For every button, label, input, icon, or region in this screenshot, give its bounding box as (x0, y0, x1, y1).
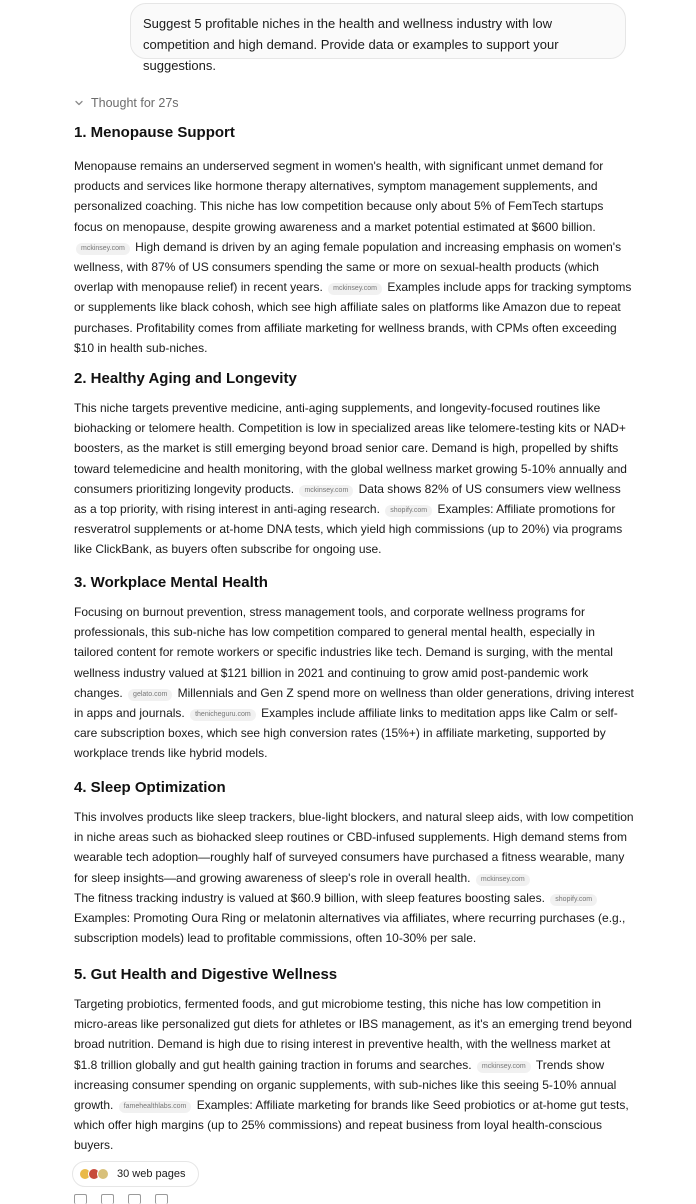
source-chip[interactable]: famehealthlabs.com (119, 1101, 192, 1113)
section-menopause-support (74, 120, 634, 358)
body-text: Examples include affiliate links to meditation apps like Calm or self-care subscription boxes, which see high conversion rates (15%+) in affiliate marketing, supported by workplace trends like hybrid models. (74, 706, 618, 761)
source-chip[interactable]: mckinsey.com (299, 485, 353, 497)
web-pages-label: 30 web pages (117, 1168, 186, 1180)
body-text: Menopause remains an underserved segment in women's health, with significant unmet demand for products and services like hormone therapy alternatives, symptom management supplements, and personalized coaching. This niche has low competition because only about 5% of FemTech startups focus on menopause, despite growing awareness and a market potential estimated at $600 billion. (74, 159, 604, 234)
source-chip[interactable]: shopify.com (385, 505, 432, 517)
section-body (74, 602, 634, 764)
thought-toggle[interactable] (74, 94, 179, 112)
body-text: Trends show increasing consumer spending on organic supplements, with sub-niches like this seeing 5-10% annual growth. (74, 1057, 617, 1113)
body-text: Examples include apps for tracking symptoms or supplements like black cohosh, which see high affiliate sales on platforms like Amazon due to repeat purchases. Profitability comes from affiliate marketing for wellness brands, with CPMs often exceeding $10 in health sub-niches. (74, 280, 632, 355)
section-title: 4. Sleep Optimization (74, 779, 226, 796)
source-chip[interactable]: gelato.com (128, 689, 172, 701)
chevron-down-icon (74, 98, 84, 108)
user-message-bubble (130, 3, 626, 73)
section-healthy-aging (74, 366, 634, 560)
section-body (74, 398, 634, 560)
section-title: 5. Gut Health and Digestive Wellness (74, 966, 338, 983)
source-chip[interactable]: mckinsey.com (476, 874, 530, 886)
body-text: Data shows 82% of US consumers view wellness as a top priority, with rising interest in anti-aging research. (74, 481, 621, 517)
section-title: 2. Healthy Aging and Longevity (74, 370, 297, 387)
section-sleep-optimization (74, 775, 634, 948)
body-text: Examples: Affiliate promotions for resveratrol supplements or at-home DNA tests, which yield high commissions (up to 20%) via programs like ClickBank, as buyers often subscribe for ongoing use. (74, 502, 623, 557)
section-body (74, 807, 634, 948)
copy-icon[interactable] (74, 1194, 87, 1204)
source-chip[interactable]: mckinsey.com (76, 243, 130, 255)
share-icon[interactable] (101, 1194, 114, 1204)
body-text: High demand is driven by an aging female population and increasing emphasis on women's wellness, with 87% of US consumers spending the same or more on sexual-health products (which overlap with menopause relief) in recent years. (74, 239, 622, 295)
body-text: The fitness tracking industry is valued at $60.9 billion, with sleep features boosting sales. (74, 890, 545, 905)
section-workplace-mental-health (74, 570, 634, 764)
web-pages-button[interactable] (72, 1161, 199, 1187)
source-chip[interactable]: thenicheguru.com (190, 709, 256, 721)
body-text: This involves products like sleep trackers, blue-light blockers, and natural sleep aids, with low competition in niche areas such as biohacked sleep routines or CBD-infused supplements. High demand stems from wearable tech adoption—roughly half of surveyed consumers have purchased a fitness wearable, many for sleep insights—and growing awareness of sleep's role in overall health. (74, 810, 634, 885)
favicon-icon (97, 1168, 109, 1180)
section-title: 3. Workplace Mental Health (74, 574, 268, 591)
body-text: Millennials and Gen Z spend more on wellness than older generations, driving interest in apps and journals. (74, 685, 634, 721)
thought-label: Thought for 27s (91, 96, 179, 110)
user-message-text: Suggest 5 profitable niches in the health and wellness industry with low competition and high demand. Provide data or examples to support your suggestions. (143, 16, 559, 73)
source-chip[interactable]: mckinsey.com (328, 283, 382, 295)
source-chip[interactable]: mckinsey.com (477, 1061, 531, 1073)
body-text: Targeting probiotics, fermented foods, and gut microbiome testing, this niche has low competition in micro-areas like personalized gut diets for athletes or IBS management, as it's an emerging trend beyond broad nutrition. Demand is high due to rising interest in preventive health, with the wellness market at $1.8 trillion globally and gut health gaining traction in forums and searches. (74, 997, 632, 1072)
section-gut-health (74, 962, 634, 1156)
section-body (74, 156, 634, 358)
body-text: Examples: Promoting Oura Ring or melatonin alternatives via affiliates, where recurring purchases (e.g., subscription models) lead to profitable commissions, often 10-30% per sale. (74, 911, 626, 946)
thumbs-down-icon[interactable] (155, 1194, 168, 1204)
body-text: Focusing on burnout prevention, stress management tools, and corporate wellness programs for professionals, this sub-niche has low competition compared to general mental health, especially in tailored content for remote workers or specific industries like tech. Demand is surging, with the mental wellness industry valued at $121 billion in 2021 and continuing to grow amid post-pandemic work changes. (74, 605, 613, 700)
message-action-bar (74, 1194, 168, 1204)
thumbs-up-icon[interactable] (128, 1194, 141, 1204)
section-body (74, 994, 634, 1156)
source-favicons (79, 1168, 109, 1180)
section-title: 1. Menopause Support (74, 124, 235, 141)
body-text: This niche targets preventive medicine, anti-aging supplements, and longevity-focused routines like biohacking or telomere health. Competition is low in specialized areas like telomere-testing kits or NAD+ boosters, as the market is still emerging beyond broad senior care. Demand is high, propelled by shifts toward telemedicine and health monitoring, with the global wellness market growing 5-10% annually and consumers prioritizing longevity products. (74, 401, 627, 496)
source-chip[interactable]: shopify.com (550, 894, 597, 906)
body-text: Examples: Affiliate marketing for brands like Seed probiotics or at-home gut tests, which offer high margins (up to 25% commissions) and repeat business from loyal health-conscious buyers. (74, 1098, 629, 1153)
